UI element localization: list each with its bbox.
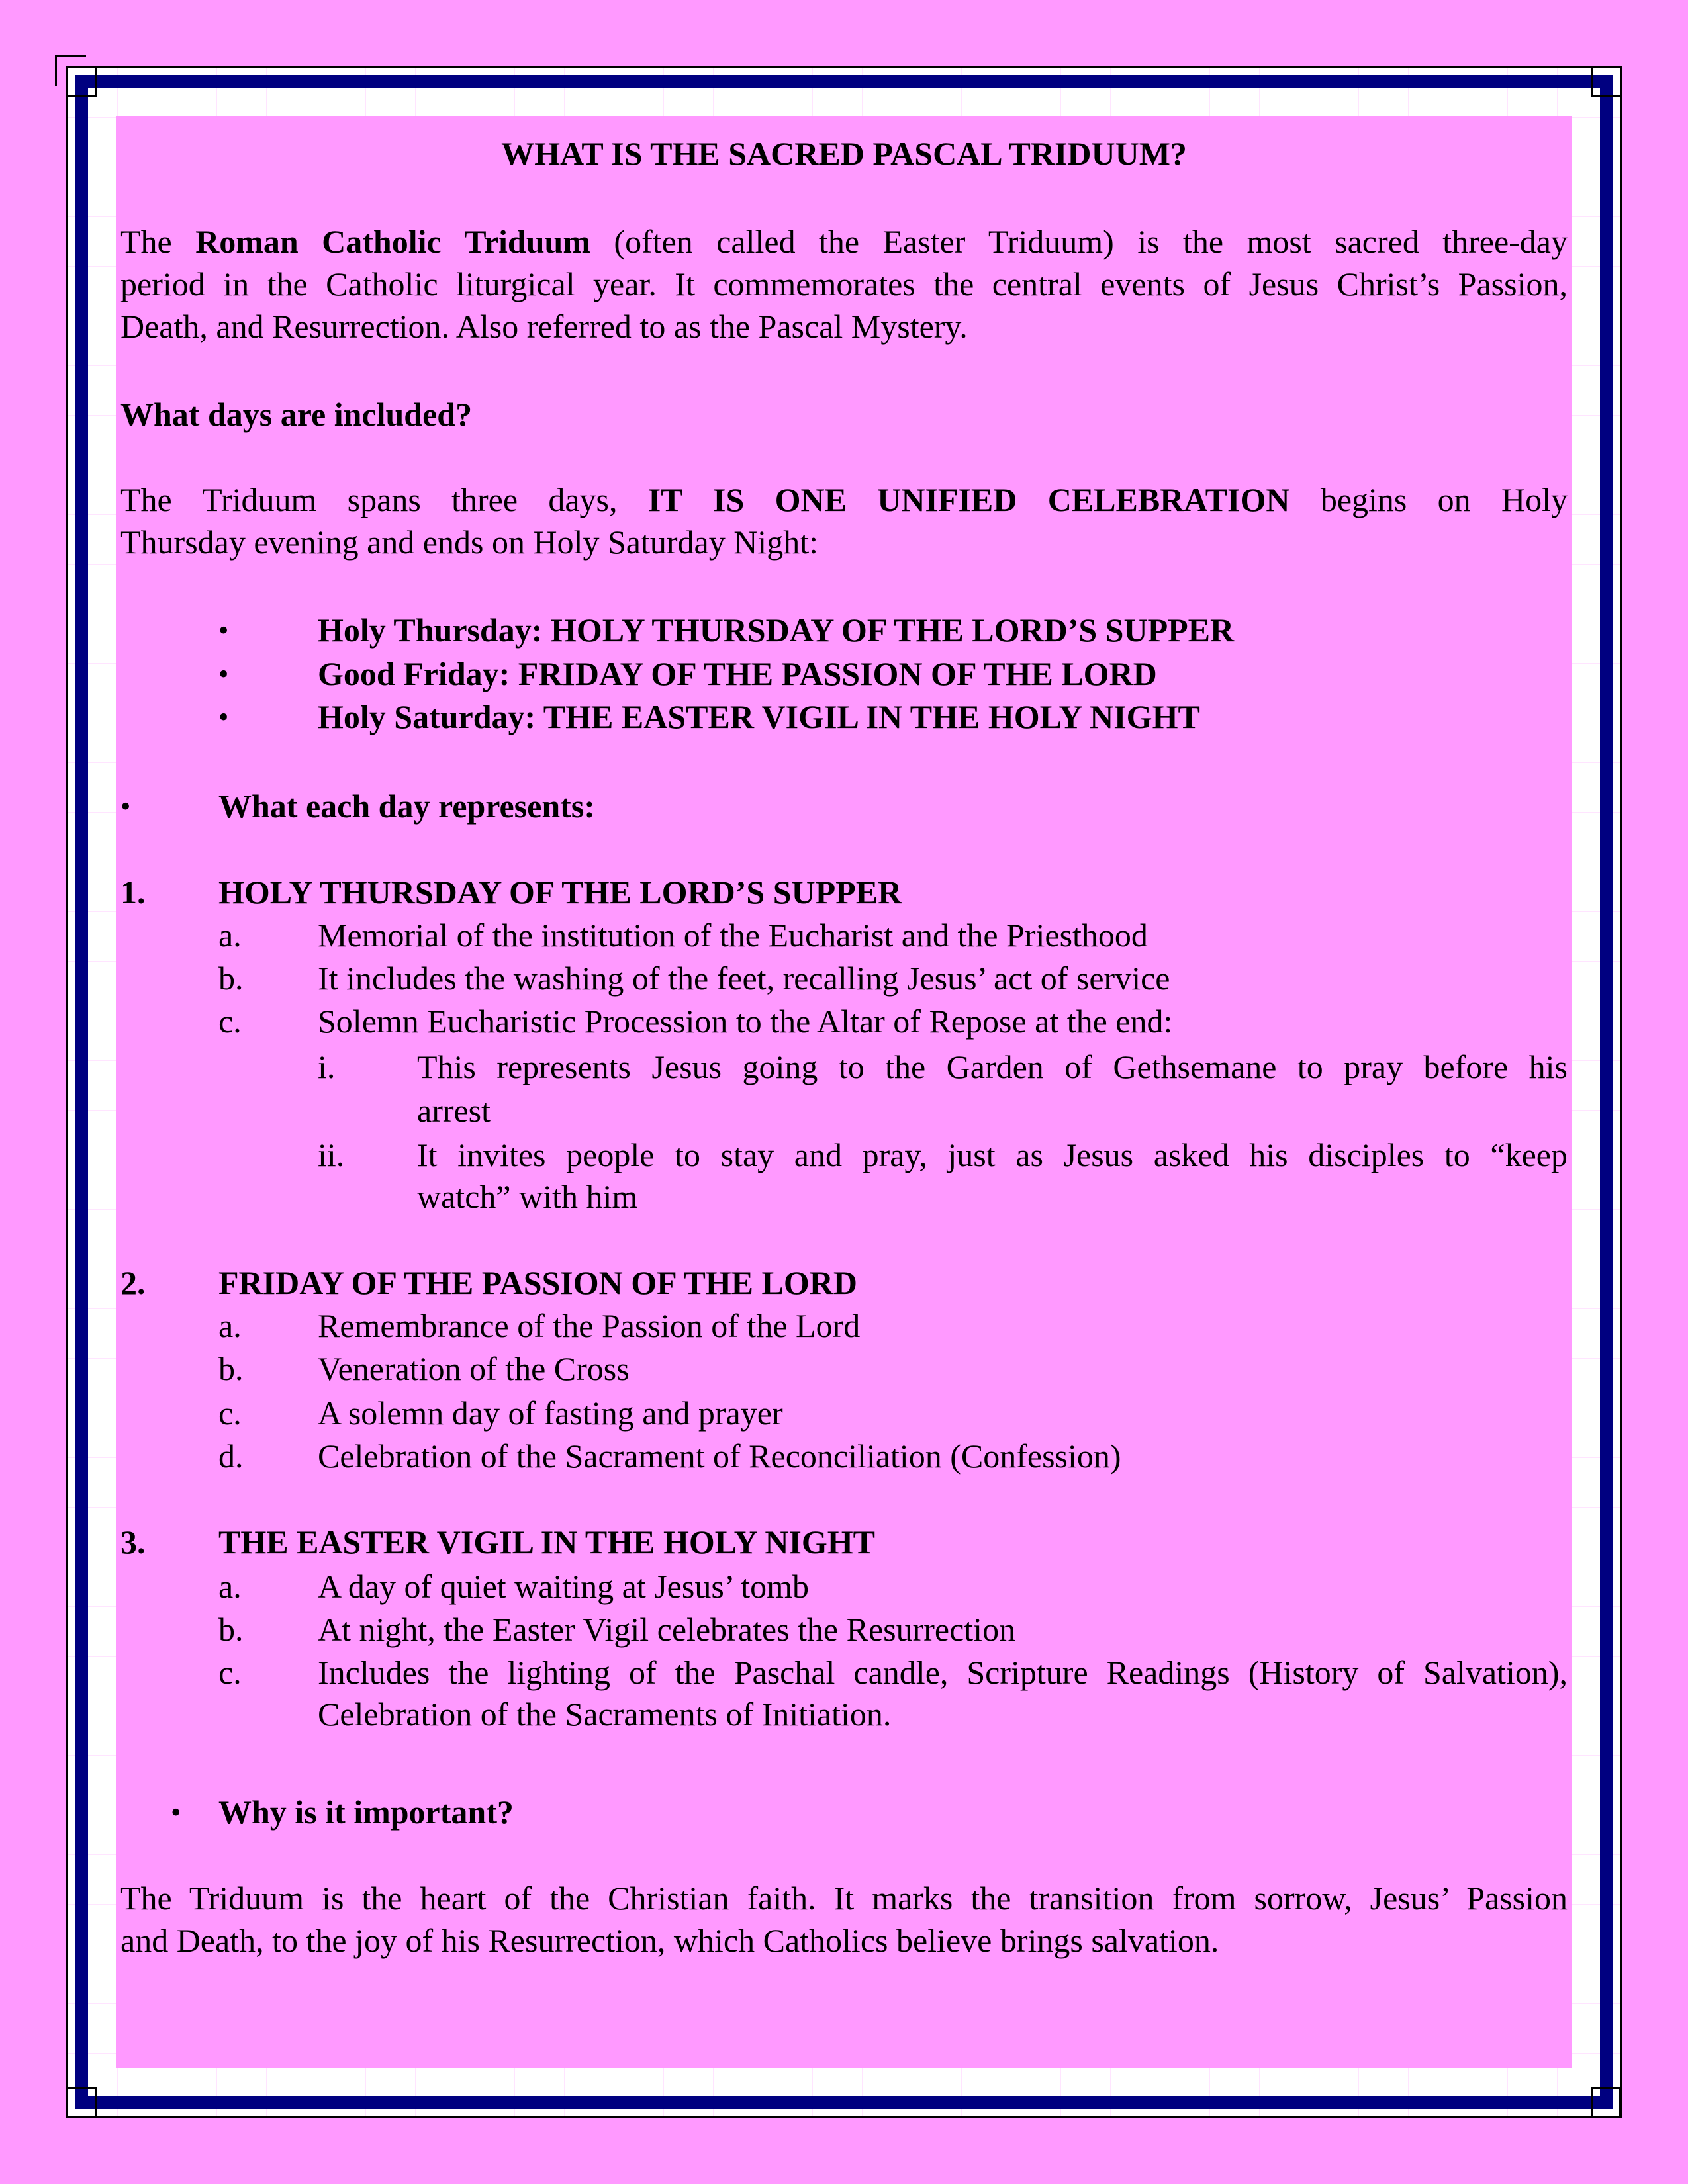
section-item: Memorial of the institution of the Eucharist and the Priesthood	[318, 917, 1148, 954]
subitem-line: This represents Jesus going to the Garden of Gethsemane to pray before his	[417, 1048, 1568, 1085]
item-marker: a.	[218, 917, 242, 954]
section-item: A solemn day of fasting and prayer	[318, 1394, 783, 1432]
section-item: Remembrance of the Passion of the Lord	[318, 1307, 861, 1344]
section-number: 2.	[120, 1264, 146, 1301]
days-intro-line: Thursday evening and ends on Holy Saturday Night:	[120, 523, 818, 561]
days-heading: What days are included?	[120, 396, 473, 433]
item-marker: a.	[218, 1307, 242, 1344]
page-title: WHAT IS THE SACRED PASCAL TRIDUUM?	[501, 135, 1187, 172]
intro-paragraph-line	[120, 220, 1568, 263]
item-marker: c.	[218, 1654, 242, 1691]
conclusion-line: and Death, to the joy of his Resurrection, which Catholics believe brings salvation.	[120, 1922, 1219, 1959]
frame-corner-ornament	[66, 2087, 97, 2118]
section-number: 3.	[120, 1524, 146, 1561]
section-heading: HOLY THURSDAY OF THE LORD’S SUPPER	[218, 874, 902, 911]
item-marker: c.	[218, 1003, 242, 1040]
section-item: A day of quiet waiting at Jesus’ tomb	[318, 1568, 810, 1605]
intro-text: (often called the Easter Triduum) is the most sacred three-day	[614, 223, 1568, 260]
frame-corner-ornament	[55, 55, 86, 86]
subitem-line: arrest	[417, 1092, 491, 1129]
item-marker: d.	[218, 1437, 244, 1475]
section-item: Solemn Eucharistic Procession to the Altar of Repose at the end:	[318, 1003, 1173, 1040]
section-item: Veneration of the Cross	[318, 1350, 630, 1387]
subitem-line: watch” with him	[417, 1178, 638, 1215]
day-list-item: Holy Thursday: HOLY THURSDAY OF THE LORD’S SUPPER	[318, 612, 1235, 649]
bullet-icon: •	[218, 614, 229, 647]
days-intro-line	[120, 478, 1568, 521]
section-item: At night, the Easter Vigil celebrates the Resurrection	[318, 1611, 1016, 1648]
item-marker: b.	[218, 1611, 244, 1648]
item-marker: b.	[218, 1350, 244, 1387]
day-list-item: Good Friday: FRIDAY OF THE PASSION OF THE LORD	[318, 655, 1157, 692]
conclusion-line: The Triduum is the heart of the Christian faith. It marks the transition from sorrow, Jesus’ Passion	[120, 1880, 1568, 1917]
represents-heading: What each day represents:	[218, 788, 595, 825]
bullet-icon: •	[120, 790, 131, 823]
subitem-marker: ii.	[318, 1136, 345, 1173]
subitem-line: It invites people to stay and pray, just as Jesus asked his disciples to “keep	[417, 1136, 1568, 1173]
day-list-item: Holy Saturday: THE EASTER VIGIL IN THE HOLY NIGHT	[318, 698, 1200, 735]
section-item: Celebration of the Sacraments of Initiation.	[318, 1696, 892, 1733]
section-item: Includes the lighting of the Paschal candle, Scripture Readings (History of Salvation),	[318, 1654, 1568, 1691]
frame-corner-ornament	[1591, 2087, 1621, 2118]
subitem-marker: i.	[318, 1048, 336, 1085]
item-marker: c.	[218, 1394, 242, 1432]
intro-paragraph-line: Death, and Resurrection. Also referred to as the Pascal Mystery.	[120, 308, 968, 345]
intro-paragraph-line: period in the Catholic liturgical year. It commemorates the central events of Jesus Christ’s Passion,	[120, 265, 1568, 302]
section-number: 1.	[120, 874, 146, 911]
section-item: It includes the washing of the feet, recalling Jesus’ act of service	[318, 960, 1170, 997]
bullet-icon: •	[218, 658, 229, 690]
days-intro-text: The Triduum spans three days,	[120, 481, 618, 518]
section-heading: FRIDAY OF THE PASSION OF THE LORD	[218, 1264, 857, 1301]
frame-corner-ornament	[1591, 66, 1622, 97]
days-intro-bold: IT IS ONE UNIFIED CELEBRATION	[647, 481, 1290, 518]
item-marker: b.	[218, 960, 244, 997]
bullet-icon: •	[218, 701, 229, 733]
section-heading: THE EASTER VIGIL IN THE HOLY NIGHT	[218, 1524, 876, 1561]
intro-text: The	[120, 223, 172, 260]
bullet-icon: •	[171, 1796, 181, 1829]
section-item: Celebration of the Sacrament of Reconciliation (Confession)	[318, 1437, 1121, 1475]
why-heading: Why is it important?	[218, 1794, 514, 1831]
days-intro-text: begins on Holy	[1320, 481, 1568, 518]
item-marker: a.	[218, 1568, 242, 1605]
intro-bold-term: Roman Catholic Triduum	[195, 223, 590, 260]
